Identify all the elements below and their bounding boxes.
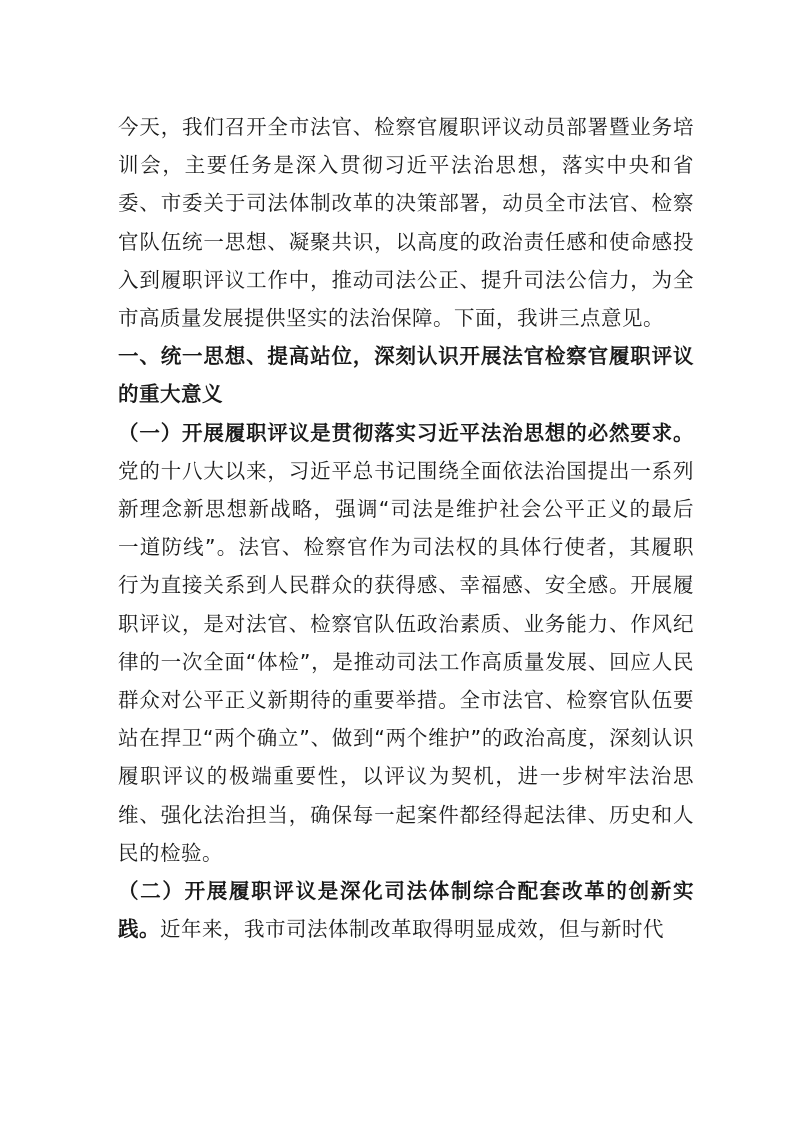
section-heading: 一、统一思想、提高站位，深刻认识开展法官检察官履职评议的重大意义 [118, 344, 694, 407]
document-page [118, 108, 694, 948]
point-1-body: 党的十八大以来，习近平总书记围绕全面依法治国提出一系列新理念新思想新战略，强调“司法是维护社会公平正义的最后一道防线”。法官、检察官作为司法权的具体行使者，其履职行为直接关系到人民群众的获得感、幸福感、安全感。开展履职评议，是对法官、检察官队伍政治素质、业务能力、作风纪律的一次全面“体检”，是推动司法工作高质量发展、回应人民群众对公平正义新期待的重要举措。全市法官、检察官队伍要站在捍卫“两个确立”、做到“两个维护”的政治高度，深刻认识履职评议的极端重要性，以评议为契机，进一步树牢法治思维、强化法治担当，确保每一起案件都经得起法律、历史和人民的检验。 [118, 458, 694, 865]
point-1-title: （一）开展履职评议是贯彻落实习近平法治思想的必然要求。 [118, 420, 694, 445]
intro-paragraph: 今天，我们召开全市法官、检察官履职评议动员部署暨业务培训会，主要任务是深入贯彻习近平法治思想，落实中央和省委、市委关于司法体制改革的决策部署，动员全市法官、检察官队伍统一思想、凝聚共识，以高度的政治责任感和使命感投入到履职评议工作中，推动司法公正、提升司法公信力，为全市高质量发展提供坚实的法治保障。下面，我讲三点意见。 [118, 115, 694, 331]
point-2-paragraph [118, 872, 694, 948]
point-2-title: （二）开展履职评议是深化司法体制综合配套改革的创新实践。 [118, 879, 694, 942]
point-1-paragraph [118, 414, 694, 872]
point-2-body: 近年来，我市司法体制改革取得明显成效，但与新时代 [160, 917, 664, 942]
